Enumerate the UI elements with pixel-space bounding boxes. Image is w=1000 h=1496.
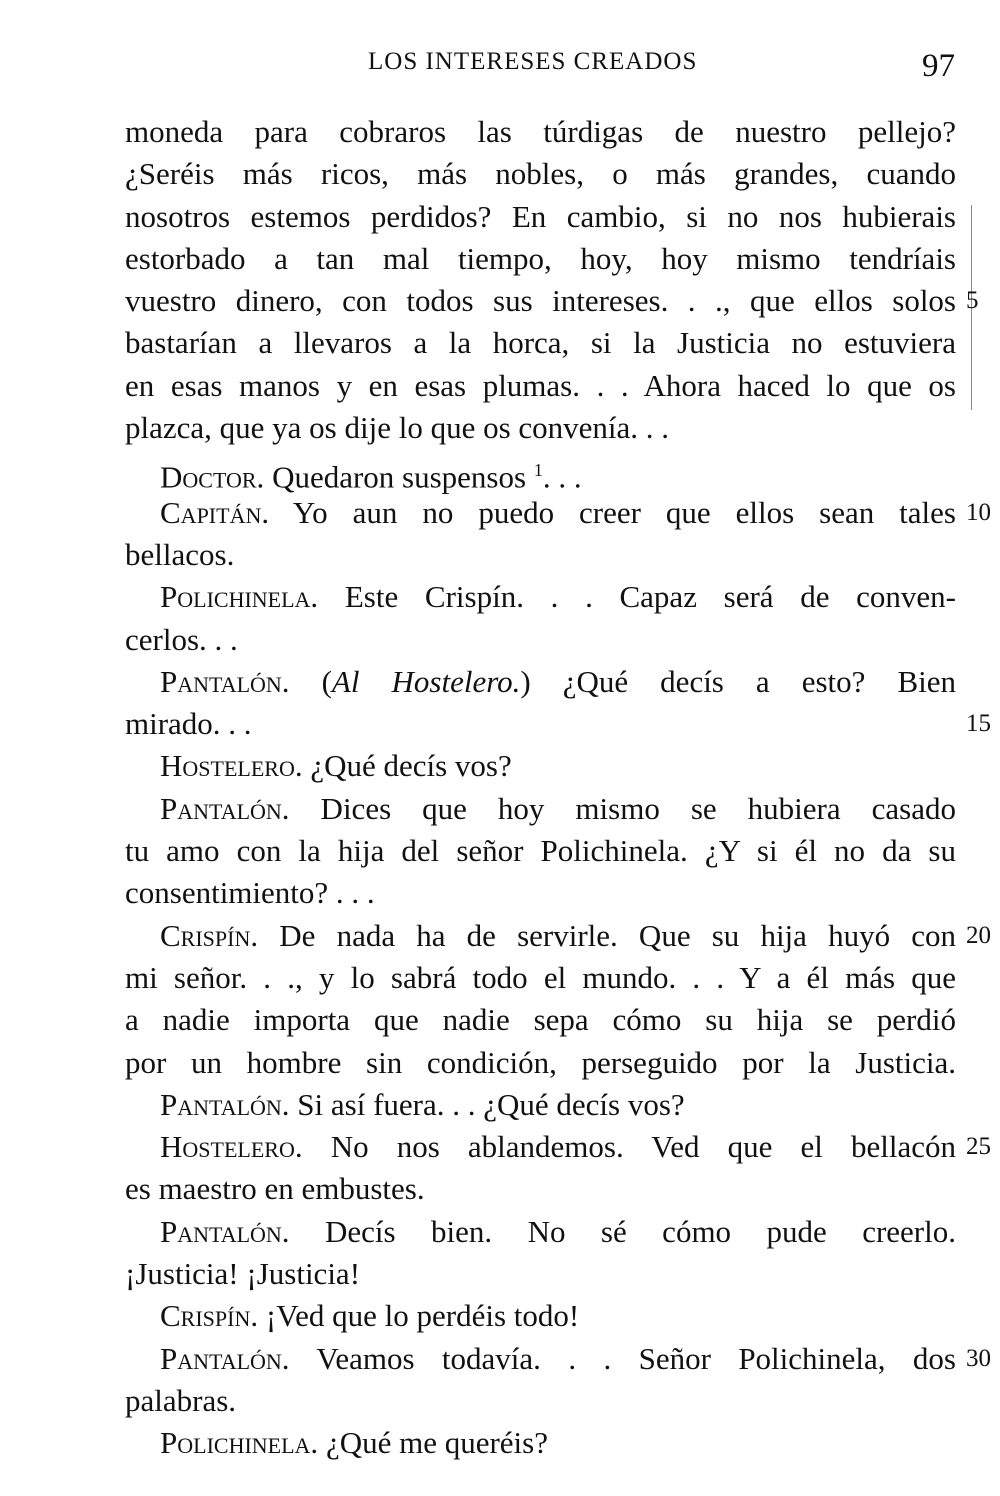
line-text xyxy=(125,322,956,364)
text-line xyxy=(0,534,1000,576)
line-text xyxy=(125,534,956,576)
line-content: por un hombre sin condición, perseguido por la Justicia. xyxy=(125,1044,956,1080)
running-title: LOS INTERESES CREADOS xyxy=(368,48,698,75)
speaker-name: Polichinela. xyxy=(160,1425,319,1461)
text-line xyxy=(0,365,1000,407)
page-number: 97 xyxy=(922,48,955,84)
line-text xyxy=(160,661,956,703)
speaker-name: Hostelero. xyxy=(160,748,303,784)
line-content: nosotros estemos perdidos? En cambio, si no nos hubierais xyxy=(125,198,956,234)
line-content: Veamos todavía. . . Señor Polichinela, dos xyxy=(289,1340,956,1376)
line-content: ¡Ved que lo perdéis todo! xyxy=(258,1298,580,1334)
text-line xyxy=(0,999,1000,1041)
line-text xyxy=(125,407,956,449)
line-text xyxy=(125,153,956,195)
text-line xyxy=(0,745,1000,787)
line-text xyxy=(125,830,956,872)
text-line xyxy=(0,1422,1000,1464)
text-line xyxy=(0,238,1000,280)
speaker-name: Pantalón. xyxy=(160,1086,290,1122)
line-content: ( xyxy=(289,663,332,699)
speaker-name: Pantalón. xyxy=(160,790,290,826)
text-line xyxy=(0,576,1000,618)
line-content: Quedaron suspensos xyxy=(264,459,534,495)
line-text xyxy=(160,1211,956,1253)
speaker-name: Pantalón. xyxy=(160,1340,290,1376)
line-text xyxy=(125,872,956,914)
text-line xyxy=(0,915,1000,957)
line-number: 25 xyxy=(966,1133,991,1161)
line-text xyxy=(160,915,956,957)
line-text xyxy=(125,1253,956,1295)
text-line xyxy=(0,661,1000,703)
line-text xyxy=(160,1126,956,1168)
line-number: 30 xyxy=(966,1344,991,1372)
line-text xyxy=(125,111,956,153)
text-line xyxy=(0,1084,1000,1126)
line-content: Si así fuera. . . ¿Qué decís vos? xyxy=(289,1086,685,1122)
text-line xyxy=(0,449,1000,495)
line-text xyxy=(160,1084,956,1126)
line-text xyxy=(160,788,956,830)
text-line xyxy=(0,280,1000,322)
line-content: ¡Justicia! ¡Justicia! xyxy=(125,1256,361,1292)
line-text xyxy=(125,957,956,999)
line-content: Este Crispín. . . Capaz será de conven- xyxy=(318,579,956,615)
line-content: tu amo con la hija del señor Polichinela. ¿Y si él no da su xyxy=(125,833,956,869)
line-text xyxy=(125,999,956,1041)
footnote-marker: 1 xyxy=(533,460,543,481)
text-line xyxy=(0,1042,1000,1084)
text-line xyxy=(0,788,1000,830)
line-text xyxy=(125,1168,956,1210)
text-line xyxy=(0,407,1000,449)
line-content: en esas manos y en esas plumas. . . Ahora haced lo que os xyxy=(125,367,956,403)
text-line xyxy=(0,619,1000,661)
line-content: No nos ablandemos. Ved que el bellacón xyxy=(302,1129,956,1165)
line-content: mirado. . . xyxy=(125,706,252,742)
text-line xyxy=(0,1295,1000,1337)
line-text xyxy=(125,703,956,745)
line-text xyxy=(125,1380,956,1422)
line-text xyxy=(160,1338,956,1380)
line-content: moneda para cobraros las túrdigas de nuestro pellejo? xyxy=(125,114,956,149)
line-number: 10 xyxy=(966,498,991,526)
line-number: 20 xyxy=(966,921,991,949)
line-content: cerlos. . . xyxy=(125,621,238,657)
line-content-end: ) ¿Qué decís a esto? Bien xyxy=(520,663,956,699)
speaker-name: Capitán. xyxy=(160,494,270,530)
text-line xyxy=(0,872,1000,914)
speaker-name: Pantalón. xyxy=(160,663,290,699)
line-content: estorbado a tan mal tiempo, hoy, hoy mismo tendríais xyxy=(125,240,956,276)
line-content: De nada ha de servirle. Que su hija huyó con xyxy=(258,917,956,953)
line-content: ¿Qué me queréis? xyxy=(318,1425,548,1461)
text-line xyxy=(0,703,1000,745)
text-line xyxy=(0,153,1000,195)
text-line xyxy=(0,322,1000,364)
line-text xyxy=(125,365,956,407)
line-text xyxy=(125,196,956,238)
line-content: mi señor. . ., y lo sabrá todo el mundo. . . Y a él más que xyxy=(125,959,956,995)
line-text xyxy=(125,1042,956,1084)
line-content: Dices que hoy mismo se hubiera casado xyxy=(289,790,956,826)
line-content: palabras. xyxy=(125,1382,237,1418)
line-content: plazca, que ya os dije lo que os convenía. . . xyxy=(125,410,670,446)
line-text xyxy=(160,1295,956,1337)
line-text xyxy=(160,576,956,618)
line-content: es maestro en embustes. xyxy=(125,1171,425,1207)
text-line xyxy=(0,1380,1000,1422)
text-line xyxy=(0,1168,1000,1210)
text-line xyxy=(0,1211,1000,1253)
text-line xyxy=(0,957,1000,999)
line-number: 15 xyxy=(966,710,991,738)
text-line xyxy=(0,830,1000,872)
line-text xyxy=(125,619,956,661)
speaker-name: Hostelero. xyxy=(160,1129,303,1165)
line-text xyxy=(125,280,956,322)
line-content: bellacos. xyxy=(125,536,235,572)
line-content: a nadie importa que nadie sepa cómo su hija se perdió xyxy=(125,1002,956,1038)
speaker-name: Crispín. xyxy=(160,1298,259,1334)
line-content: Decís bien. No sé cómo pude creerlo. xyxy=(289,1213,956,1249)
text-line xyxy=(0,111,1000,153)
line-content-end: . . . xyxy=(542,459,582,495)
line-content: Yo aun no puedo creer que ellos sean tales xyxy=(269,494,956,530)
line-content: consentimiento? . . . xyxy=(125,875,375,911)
line-content: bastarían a llevaros a la horca, si la Justicia no estuviera xyxy=(125,325,956,361)
line-text xyxy=(125,238,956,280)
text-body xyxy=(0,111,1000,1465)
speaker-name: Doctor. xyxy=(160,459,265,495)
text-line xyxy=(0,492,1000,534)
speaker-name: Pantalón. xyxy=(160,1213,290,1249)
text-line xyxy=(0,1253,1000,1295)
speaker-name: Polichinela. xyxy=(160,579,319,615)
line-text xyxy=(160,492,956,534)
line-number: 5 xyxy=(966,287,979,315)
line-content: ¿Qué decís vos? xyxy=(302,748,512,784)
line-content: ¿Seréis más ricos, más nobles, o más grandes, cuando xyxy=(125,156,956,192)
stage-direction: Al Hostelero. xyxy=(331,663,521,699)
line-text xyxy=(160,1422,956,1464)
text-line xyxy=(0,1126,1000,1168)
text-line xyxy=(0,1338,1000,1380)
line-content: vuestro dinero, con todos sus intereses. . ., que ellos solos xyxy=(125,283,956,319)
speaker-name: Crispín. xyxy=(160,917,259,953)
text-line xyxy=(0,196,1000,238)
line-text xyxy=(160,745,956,787)
